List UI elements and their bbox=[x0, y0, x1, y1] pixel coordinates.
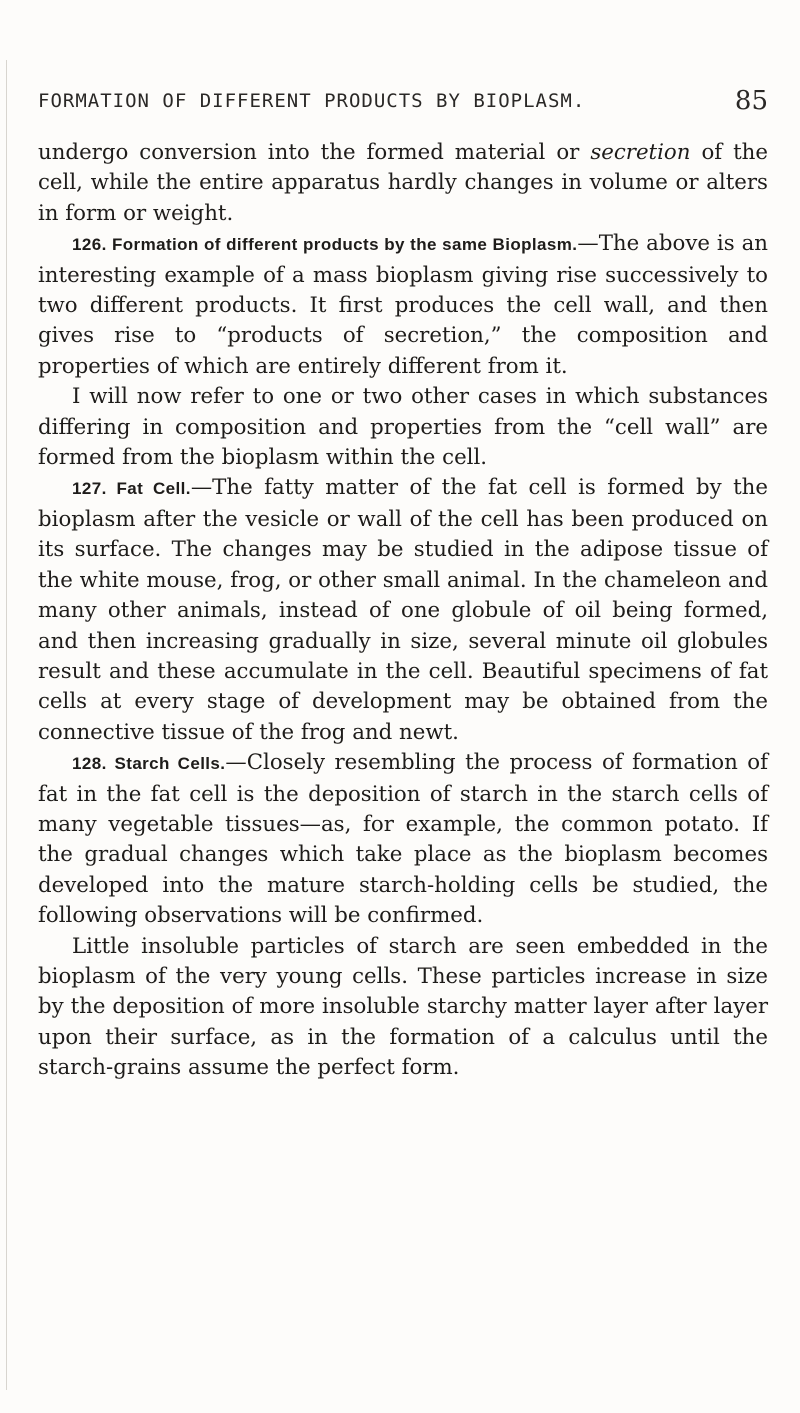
running-head-title: FORMATION OF DIFFERENT PRODUCTS BY BIOPLASM. bbox=[38, 90, 586, 112]
emphasis-secretion: secretion bbox=[590, 140, 691, 165]
paragraph-128 bbox=[38, 748, 768, 931]
paragraph-plain bbox=[38, 932, 768, 1084]
paragraph-text: Little insoluble particles of starch are seen embedded in the bioplasm of the very young cells. These particles increase in size by the deposition of more insoluble starchy matter layer after layer upon their surface, as in the formation of a calculus until the starch-grains assume the perfect form. bbox=[38, 933, 768, 1081]
section-heading-128: 128. Starch Cells. bbox=[72, 754, 226, 774]
paragraph-text: undergo conversion into the formed material or bbox=[38, 140, 591, 165]
paragraph-text: —The above is an interesting example of a mass bioplasm giving rise successively to two different products. It first produces the cell wall, and then gives rise to “products of secretion,” the composition and properties of which are entirely different from it. bbox=[38, 231, 768, 379]
paragraph-continued bbox=[38, 138, 768, 229]
section-heading-127: 127. Fat Cell. bbox=[72, 479, 191, 499]
paragraph-127 bbox=[38, 473, 768, 748]
page-number: 85 bbox=[734, 86, 768, 116]
paragraph-126 bbox=[38, 229, 768, 382]
page-edge-rule bbox=[6, 60, 7, 1390]
section-heading-126: 126. Formation of different products by the same Bioplasm. bbox=[72, 235, 578, 255]
paragraph-plain bbox=[38, 382, 768, 473]
body-text bbox=[38, 138, 768, 1084]
paragraph-text: of the cell, while the entire apparatus hardly changes in volume or alters in form or weight. bbox=[38, 140, 768, 226]
paragraph-text: —The fatty matter of the fat cell is formed by the bioplasm after the vesicle or wall of the cell has been produced on its surface. The changes may be studied in the adipose tissue of the white mouse, frog, or other small animal. In the chameleon and many other animals, instead of one globule of oil being formed, and then increasing gradually in size, several minute oil globules result and these accumulate in the cell. Beautiful specimens of fat cells at every stage of development may be obtained from the connective tissue of the frog and newt. bbox=[38, 475, 768, 745]
running-head bbox=[38, 86, 768, 116]
paragraph-text: —Closely resembling the process of formation of fat in the fat cell is the deposition of starch in the starch cells of many vegetable tissues—as, for example, the common potato. If the gradual changes which take place as the bioplasm becomes developed into the mature starch-holding cells be studied, the following observations will be confirmed. bbox=[38, 750, 768, 929]
paragraph-text: I will now refer to one or two other cases in which substances differing in composition and properties from the “cell wall” are formed from the bioplasm within the cell. bbox=[38, 384, 768, 471]
